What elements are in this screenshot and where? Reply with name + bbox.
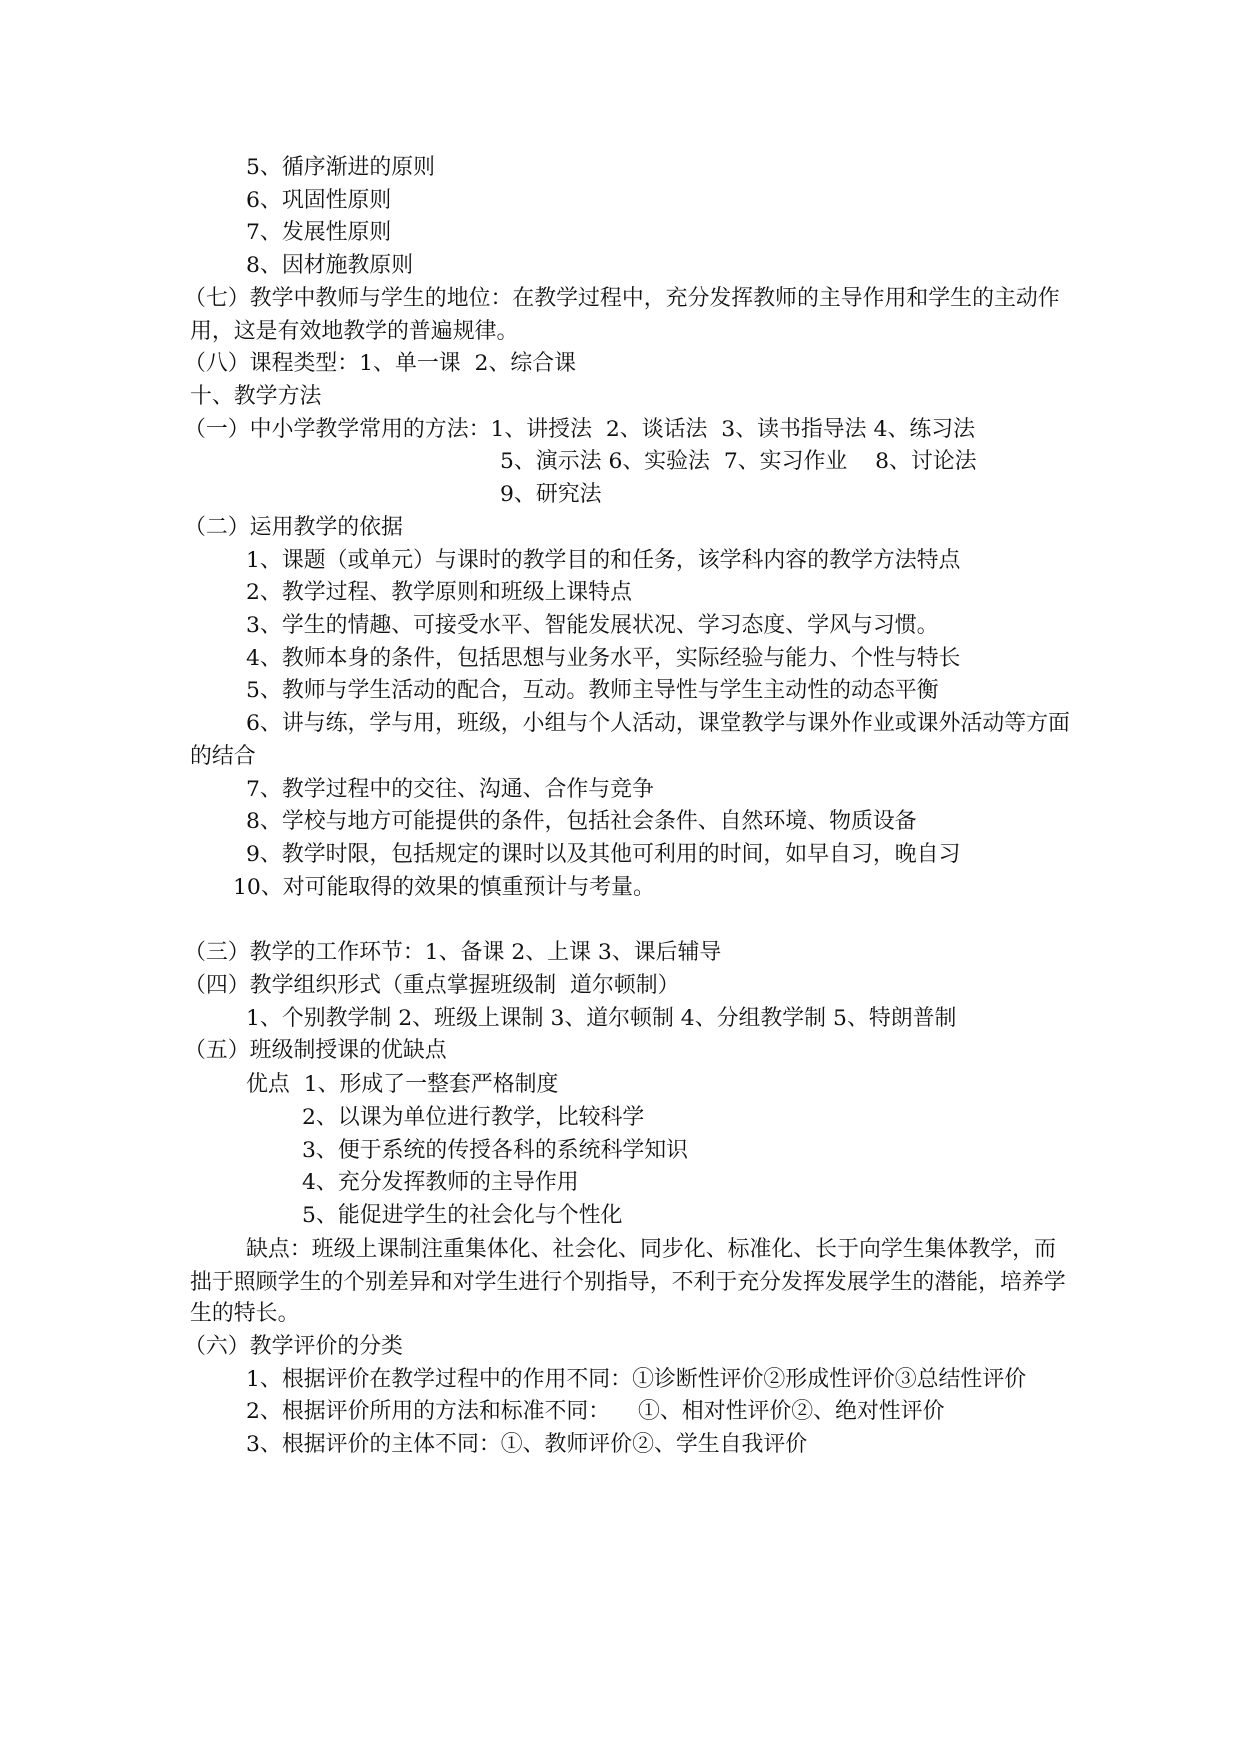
basis-item-5: 5、教师与学生活动的配合，互动。教师主导性与学生主动性的动态平衡: [246, 678, 939, 703]
basis-item-7: 7、教学过程中的交往、沟通、合作与竞争: [246, 777, 654, 802]
advantage-item-4: 4、充分发挥教师的主导作用: [302, 1170, 579, 1195]
section-7-heading: （七）教学中教师与学生的地位：在教学过程中，充分发挥教师的主导作用和学生的主动作: [184, 286, 1060, 311]
basis-item-6-continuation: 的结合: [190, 744, 256, 769]
disadvantage-line-1: 缺点：班级上课制注重集体化、社会化、同步化、标准化、长于向学生集体教学，而: [246, 1237, 1056, 1262]
advantage-item-3: 3、便于系统的传授各科的系统科学知识: [302, 1138, 689, 1163]
basis-item-6: 6、讲与练，学与用，班级，小组与个人活动，课堂教学与课外作业或课外活动等方面: [246, 711, 1070, 736]
work-steps-heading: （三）教学的工作环节：1、备课 2、上课 3、课后辅导: [184, 940, 722, 965]
basis-heading: （二）运用教学的依据: [184, 515, 403, 540]
evaluation-item-3: 3、根据评价的主体不同：①、教师评价②、学生自我评价: [246, 1432, 808, 1457]
advantage-item-1: 优点 1、形成了一整套严格制度: [246, 1072, 559, 1097]
basis-item-4: 4、教师本身的条件，包括思想与业务水平，实际经验与能力、个性与特长: [246, 646, 961, 671]
methods-line-1: （一）中小学教学常用的方法：1、讲授法 2、谈话法 3、读书指导法 4、练习法: [184, 417, 976, 442]
principle-item-5: 5、循序渐进的原则: [246, 155, 436, 180]
principle-item-6: 6、巩固性原则: [246, 188, 392, 213]
section-7-continuation: 用，这是有效地教学的普遍规律。: [190, 319, 519, 344]
disadvantage-line-2: 拙于照顾学生的个别差异和对学生进行个别指导，不利于充分发挥发展学生的潜能，培养学: [190, 1270, 1066, 1295]
basis-item-2: 2、教学过程、教学原则和班级上课特点: [246, 580, 633, 605]
class-system-heading: （五）班级制授课的优缺点: [184, 1038, 447, 1063]
basis-item-10: 10、对可能取得的效果的慎重预计与考量。: [233, 875, 655, 900]
basis-item-9: 9、教学时限，包括规定的课时以及其他可利用的时间，如早自习，晚自习: [246, 842, 961, 867]
advantage-item-2: 2、以课为单位进行教学，比较科学: [302, 1105, 645, 1130]
organization-heading: （四）教学组织形式（重点掌握班级制 道尔顿制）: [184, 973, 680, 998]
basis-item-3: 3、学生的情趣、可接受水平、智能发展状况、学习态度、学风与习惯。: [246, 613, 939, 638]
basis-item-8: 8、学校与地方可能提供的条件，包括社会条件、自然环境、物质设备: [246, 809, 917, 834]
chapter-10-heading: 十、教学方法: [190, 384, 322, 409]
evaluation-heading: （六）教学评价的分类: [184, 1334, 403, 1359]
section-8-heading: （八）课程类型：1、单一课 2、综合课: [184, 351, 577, 376]
organization-forms: 1、个别教学制 2、班级上课制 3、道尔顿制 4、分组教学制 5、特朗普制: [246, 1006, 957, 1031]
basis-item-1: 1、课题（或单元）与课时的教学目的和任务，该学科内容的教学方法特点: [246, 548, 961, 573]
evaluation-item-1: 1、根据评价在教学过程中的作用不同：①诊断性评价②形成性评价③总结性评价: [246, 1367, 1027, 1392]
evaluation-item-2: 2、根据评价所用的方法和标准不同： ①、相对性评价②、绝对性评价: [246, 1399, 945, 1424]
methods-line-3: 9、研究法: [500, 482, 602, 507]
principle-item-8: 8、因材施教原则: [246, 253, 414, 278]
disadvantage-line-3: 生的特长。: [190, 1301, 300, 1326]
advantage-item-5: 5、能促进学生的社会化与个性化: [302, 1203, 623, 1228]
methods-line-2: 5、演示法 6、实验法 7、实习作业 8、讨论法: [500, 449, 977, 474]
principle-item-7: 7、发展性原则: [246, 220, 392, 245]
